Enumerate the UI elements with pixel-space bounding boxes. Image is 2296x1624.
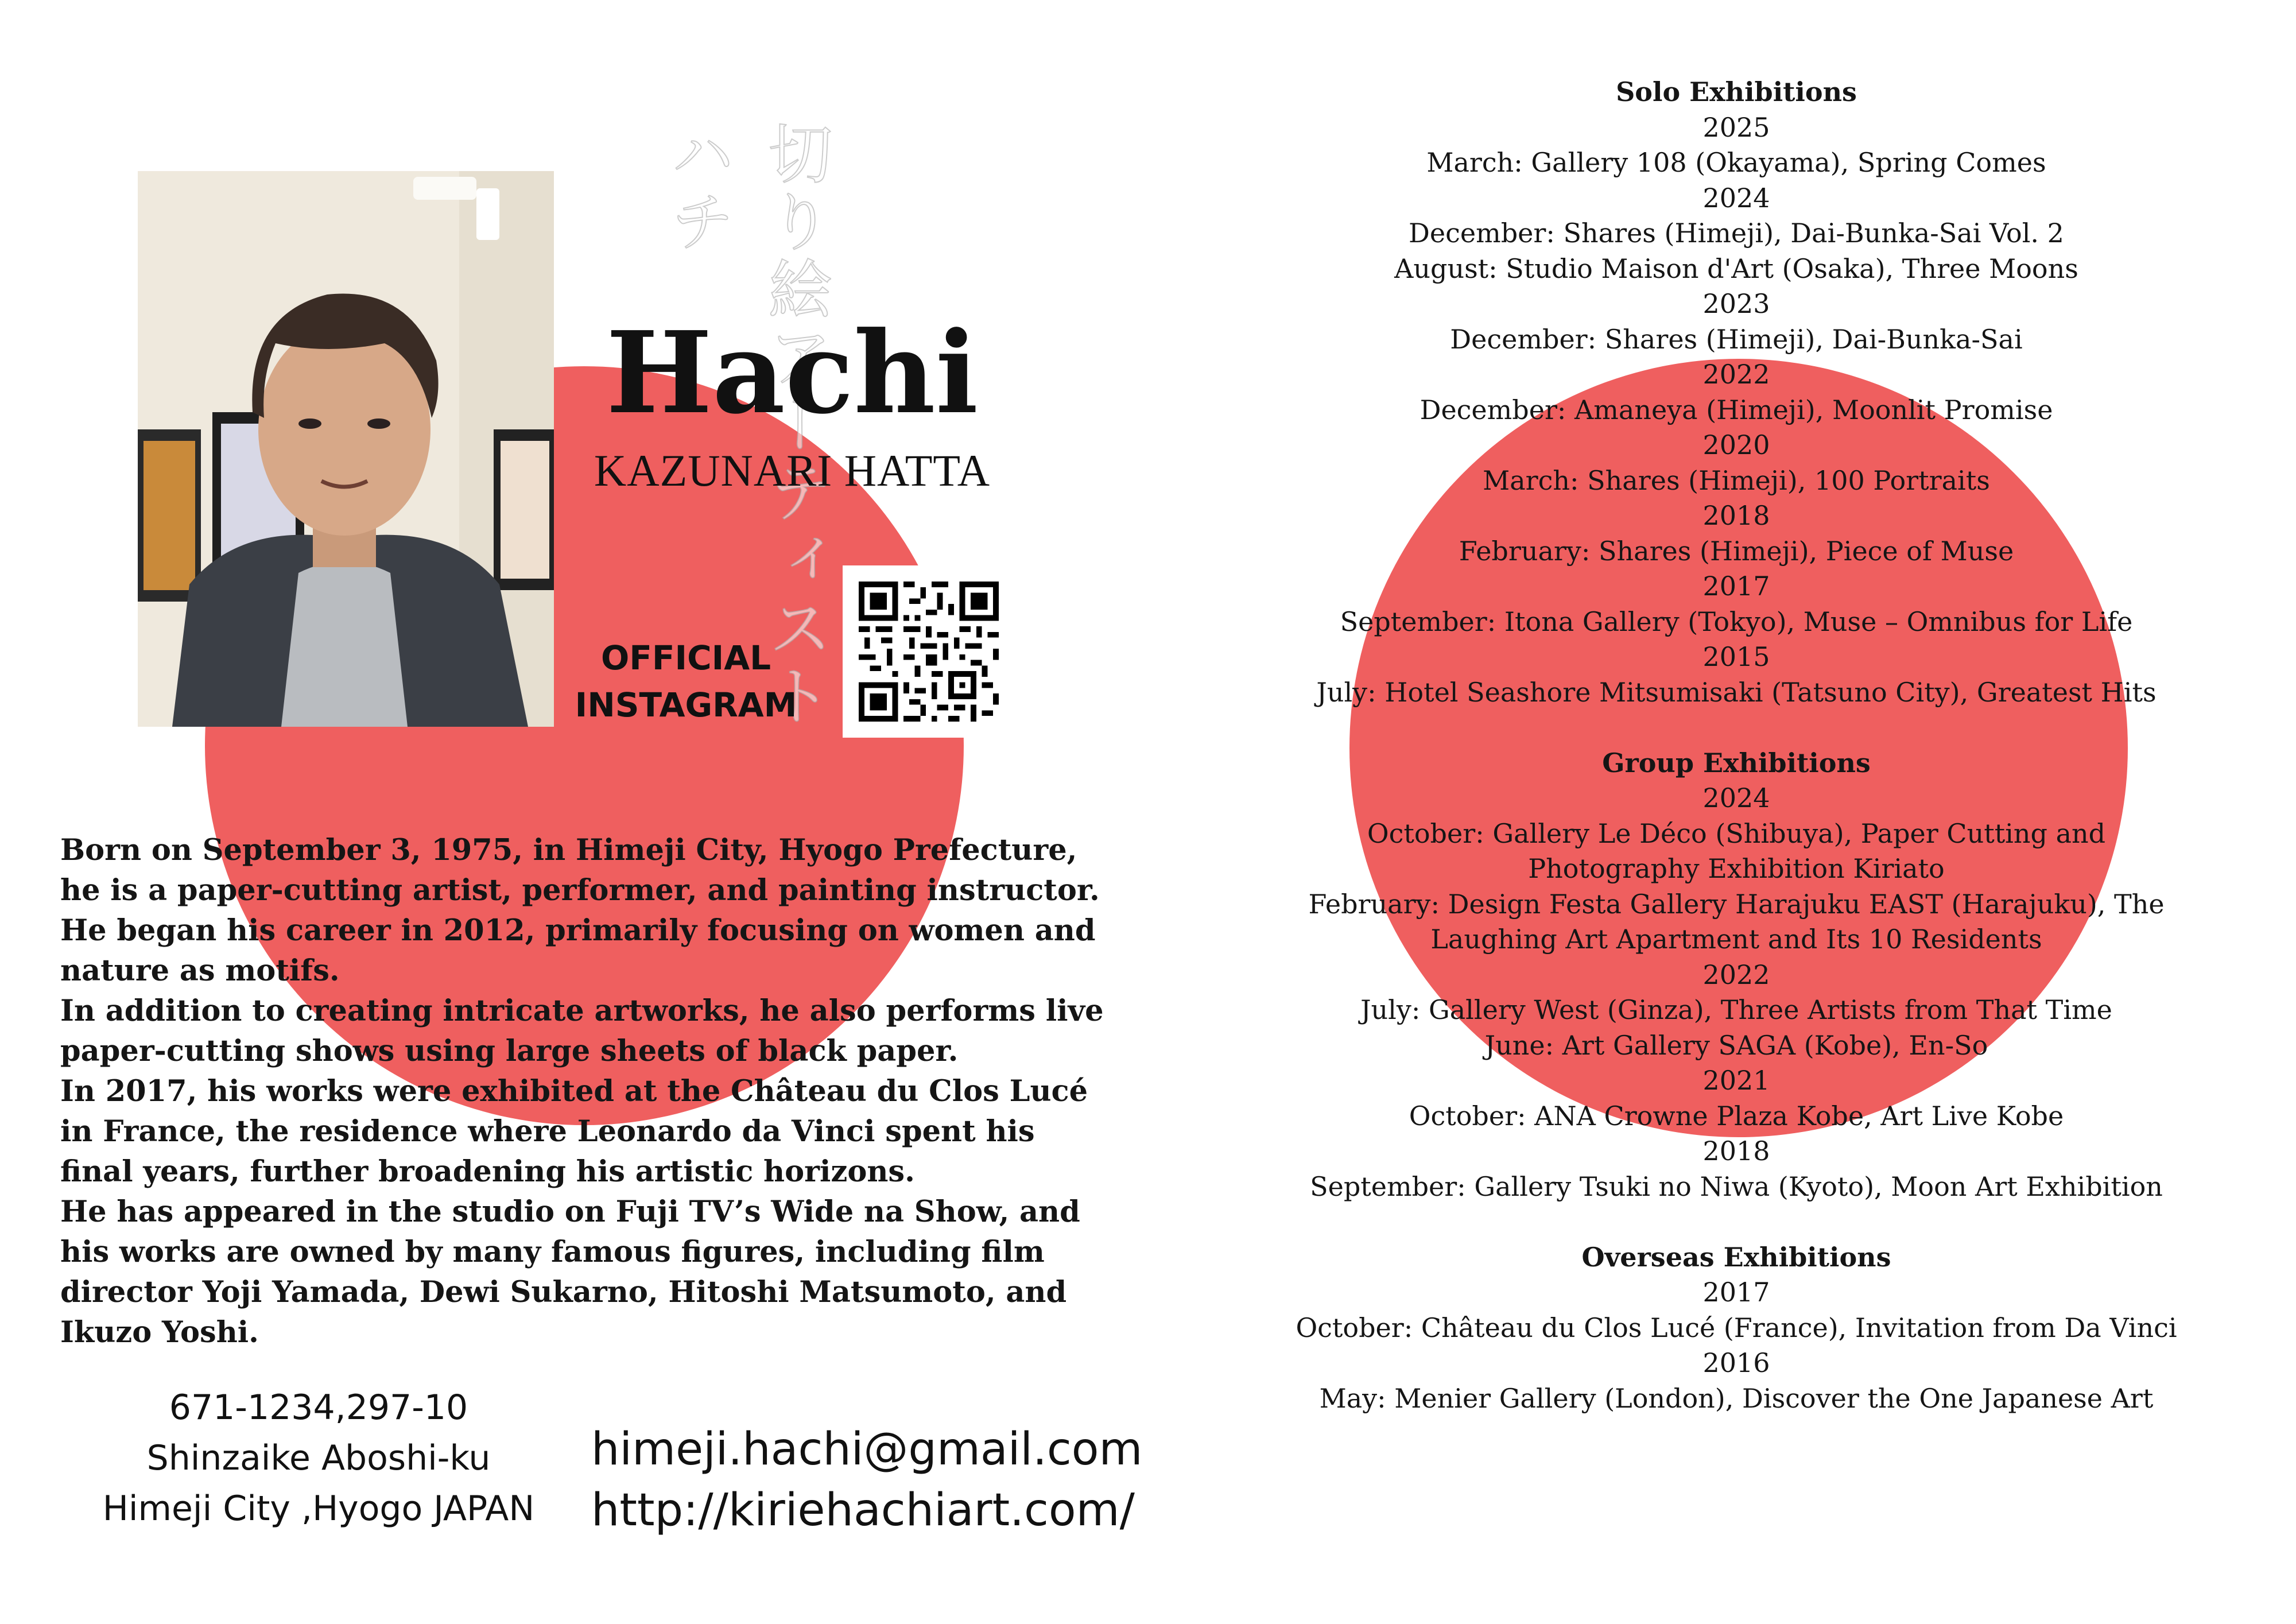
exhibition-item: Photography Exhibition Kiriato <box>1528 853 1945 884</box>
biography <box>60 830 1151 1352</box>
year-label: 2017 <box>1702 1277 1770 1308</box>
qr-code-icon <box>859 582 999 722</box>
instagram-qr-code[interactable] <box>843 565 1015 738</box>
exhibition-item: October: ANA Crowne Plaza Kobe, Art Live Kobe <box>1409 1100 2064 1131</box>
exhibition-item: December: Amaneya (Himeji), Moonlit Promise <box>1420 394 2053 425</box>
section-spacer <box>1263 1204 2210 1240</box>
year-label: 2018 <box>1702 500 1770 531</box>
exhibition-item: July: Gallery West (Ginza), Three Artists from That Time <box>1360 994 2112 1025</box>
exhibition-item: December: Shares (Himeji), Dai-Bunka-Sai <box>1450 323 2023 355</box>
address-line: Shinzaike Aboshi-ku <box>146 1438 491 1478</box>
website-link[interactable]: http://kiriehachiart.com/ <box>591 1485 1135 1536</box>
postal-address <box>86 1382 551 1534</box>
exhibition-item: December: Shares (Himeji), Dai-Bunka-Sai Vol. 2 <box>1409 218 2064 249</box>
year-label: 2022 <box>1702 959 1770 990</box>
vertical-japanese-title: 切り絵アーティストハチ <box>660 121 832 730</box>
section-heading-group: Group Exhibitions <box>1602 747 1871 778</box>
section-heading-overseas: Overseas Exhibitions <box>1581 1241 1891 1273</box>
exhibition-item: February: Design Festa Gallery Harajuku EAST (Harajuku), The <box>1308 888 2165 920</box>
exhibition-item: September: Gallery Tsuki no Niwa (Kyoto), Moon Art Exhibition <box>1310 1170 2163 1202</box>
exhibition-item: July: Hotel Seashore Mitsumisaki (Tatsuno City), Greatest Hits <box>1316 676 2157 708</box>
exhibition-item: October: Château du Clos Lucé (France), Invitation from Da Vinci <box>1296 1312 2177 1343</box>
year-label: 2021 <box>1702 1065 1770 1096</box>
exhibition-item: March: Gallery 108 (Okayama), Spring Comes <box>1426 147 2046 178</box>
exhibition-item: March: Shares (Himeji), 100 Portraits <box>1483 464 1990 496</box>
section-heading-solo: Solo Exhibitions <box>1616 76 1857 107</box>
address-line: 671-1234,297-10 <box>169 1387 468 1428</box>
year-label: 2017 <box>1702 571 1770 602</box>
year-label: 2022 <box>1702 359 1770 390</box>
year-label: 2023 <box>1702 288 1770 319</box>
exhibition-item: September: Itona Gallery (Tokyo), Muse – Omnibus for Life <box>1340 606 2133 637</box>
exhibition-item: May: Menier Gallery (London), Discover the One Japanese Art <box>1319 1382 2154 1414</box>
exhibition-item: August: Studio Maison d'Art (Osaka), Three Moons <box>1394 253 2078 284</box>
exhibitions-list <box>1263 75 2210 1416</box>
bio-line: he is a paper-cutting artist, performer, and painting instructor. <box>60 873 1100 908</box>
exhibition-item: October: Gallery Le Déco (Shibuya), Paper Cutting and <box>1367 817 2106 849</box>
bio-line: In 2017, his works were exhibited at the Château du Clos Lucé in France, the residence where Leonardo da Vinci spent his final years, further broadening his artistic horizons. <box>60 1074 1088 1189</box>
exhibition-item: February: Shares (Himeji), Piece of Muse <box>1459 535 2014 567</box>
instagram-label <box>563 634 809 728</box>
exhibition-item: June: Art Gallery SAGA (Kobe), En-So <box>1484 1029 1988 1061</box>
email-link[interactable]: himeji.hachi@gmail.com <box>591 1424 1143 1475</box>
section-spacer <box>1263 710 2210 746</box>
year-label: 2025 <box>1702 111 1770 143</box>
bio-line: Born on September 3, 1975, in Himeji City, Hyogo Prefecture, <box>60 833 1077 867</box>
contact-info <box>591 1419 1165 1541</box>
instagram-label-line1: OFFICIAL <box>600 638 771 677</box>
year-label: 2024 <box>1702 182 1770 214</box>
bio-line: He began his career in 2012, primarily focusing on women and nature as motifs. <box>60 913 1096 988</box>
year-label: 2016 <box>1702 1347 1770 1378</box>
year-label: 2020 <box>1702 429 1770 460</box>
year-label: 2024 <box>1702 782 1770 813</box>
address-line: Himeji City ,Hyogo JAPAN <box>102 1489 535 1529</box>
exhibition-item: Laughing Art Apartment and Its 10 Residents <box>1430 924 2042 955</box>
bio-line: He has appeared in the studio on Fuji TV’s Wide na Show, and his works are owned by many famous figures, including film director Yoji Yamada, Dewi Sukarno, Hitoshi Matsumoto, and Ikuzo Yoshi. <box>60 1195 1080 1350</box>
instagram-label-line2: INSTAGRAM <box>575 685 797 724</box>
artist-photo <box>138 171 554 727</box>
year-label: 2018 <box>1702 1135 1770 1166</box>
artist-name: Hachi <box>606 307 979 439</box>
artist-full-name: KAZUNARI HATTA <box>594 445 991 495</box>
bio-line: In addition to creating intricate artworks, he also performs live paper-cutting shows using large sheets of black paper. <box>60 994 1104 1068</box>
year-label: 2015 <box>1702 641 1770 672</box>
